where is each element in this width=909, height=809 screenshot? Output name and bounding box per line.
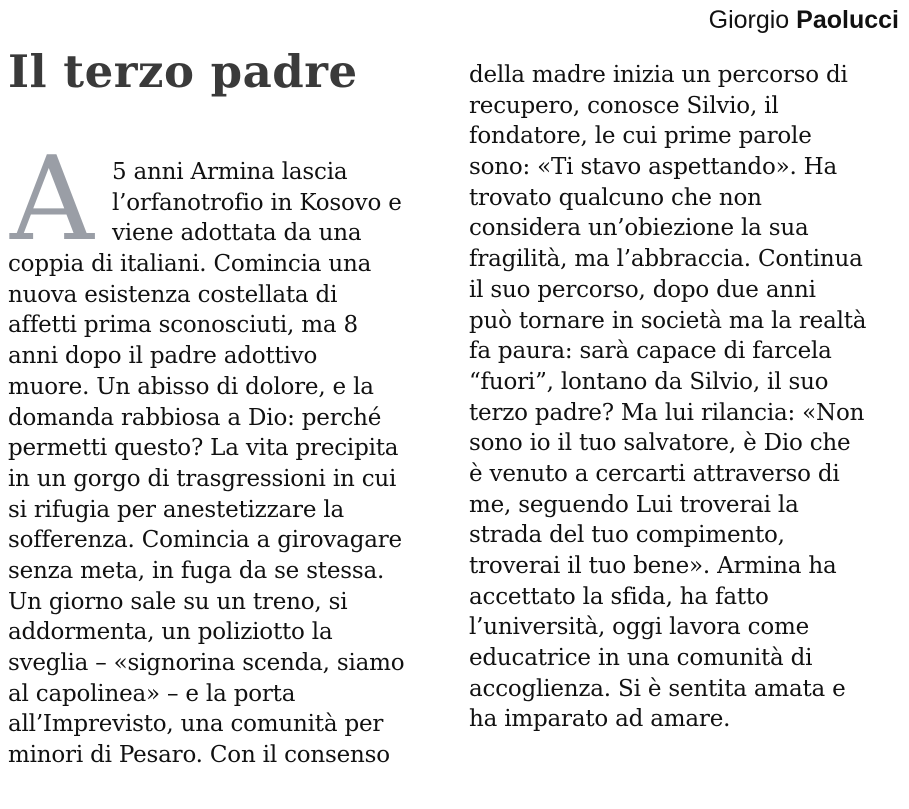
text-line: anni dopo il padre adottivo bbox=[8, 343, 318, 370]
text-line: terzo padre? Ma lui rilancia: «Non bbox=[469, 399, 865, 426]
text-line: considera un’obiezione la sua bbox=[469, 215, 809, 242]
text-line: 5 anni Armina lascia bbox=[112, 159, 348, 185]
text-line: si rifugia per anestetizzare la bbox=[8, 496, 345, 523]
author-byline bbox=[709, 4, 899, 36]
text-line: sono io il tuo salvatore, è Dio che bbox=[469, 430, 851, 457]
text-line: sono: «Ti stavo aspettando». Ha bbox=[469, 154, 838, 181]
text-line: muore. Un abisso di dolore, e la bbox=[8, 373, 374, 400]
article-headline: Il terzo padre bbox=[8, 45, 358, 98]
text-line: fragilità, ma l’abbraccia. Continua bbox=[469, 246, 863, 273]
text-line: senza meta, in fuga da se stessa. bbox=[8, 557, 385, 584]
text-line: troverai il tuo bene». Armina ha bbox=[469, 553, 837, 579]
text-line: sveglia – «signorina scenda, siamo bbox=[8, 650, 405, 676]
text-line: recupero, conosce Silvio, il bbox=[469, 92, 779, 119]
text-line: nuova esistenza costellata di bbox=[8, 281, 338, 308]
text-line: può tornare in società ma la realtà bbox=[469, 307, 867, 334]
text-line: ha imparato ad amare. bbox=[469, 706, 731, 733]
text-line: viene adottata da una bbox=[112, 220, 362, 247]
text-line: educatrice in una comunità di bbox=[469, 645, 813, 672]
text-line: permetti questo? La vita precipita bbox=[8, 435, 399, 462]
author-last-name: Paolucci bbox=[796, 6, 899, 34]
text-line: coppia di italiani. Comincia una bbox=[8, 251, 372, 278]
text-line: Un giorno sale su un treno, si bbox=[8, 588, 348, 615]
text-line: in un gorgo di trasgressioni in cui bbox=[8, 465, 397, 492]
text-line: della madre inizia un percorso di bbox=[469, 62, 848, 88]
text-line: è venuto a cercarti attraverso di bbox=[469, 460, 840, 487]
text-line: all’Imprevisto, una comunità per bbox=[8, 711, 384, 738]
drop-cap: A bbox=[10, 132, 94, 267]
author-first-name: Giorgio bbox=[708, 6, 790, 34]
text-line: affetti prima sconosciuti, ma 8 bbox=[8, 312, 358, 339]
text-line: l’università, oggi lavora come bbox=[469, 614, 810, 641]
text-line: fa paura: sarà capace di farcela bbox=[469, 338, 832, 365]
text-line: il suo percorso, dopo due anni bbox=[469, 276, 816, 303]
article-column-right bbox=[469, 60, 899, 735]
text-line: fondatore, le cui prime parole bbox=[469, 123, 812, 150]
text-line: accoglienza. Si è sentita amata e bbox=[469, 675, 846, 702]
text-line: l’orfanotrofio in Kosovo e bbox=[112, 189, 402, 216]
text-line: domanda rabbiosa a Dio: perché bbox=[8, 404, 382, 431]
text-line: “fuori”, lontano da Silvio, il suo bbox=[469, 368, 829, 395]
text-line: minori di Pesaro. Con il consenso bbox=[8, 742, 390, 769]
text-line: strada del tuo compimento, bbox=[469, 522, 785, 549]
text-line: sofferenza. Comincia a girovagare bbox=[8, 527, 402, 554]
text-line: al capolinea» – e la porta bbox=[8, 680, 296, 707]
text-line: accettato la sfida, ha fatto bbox=[469, 583, 769, 610]
text-line: trovato qualcuno che non bbox=[469, 184, 762, 211]
text-line: me, seguendo Lui troverai la bbox=[469, 491, 799, 518]
text-line: addormenta, un poliziotto la bbox=[8, 619, 333, 646]
article-column-left bbox=[8, 157, 438, 771]
